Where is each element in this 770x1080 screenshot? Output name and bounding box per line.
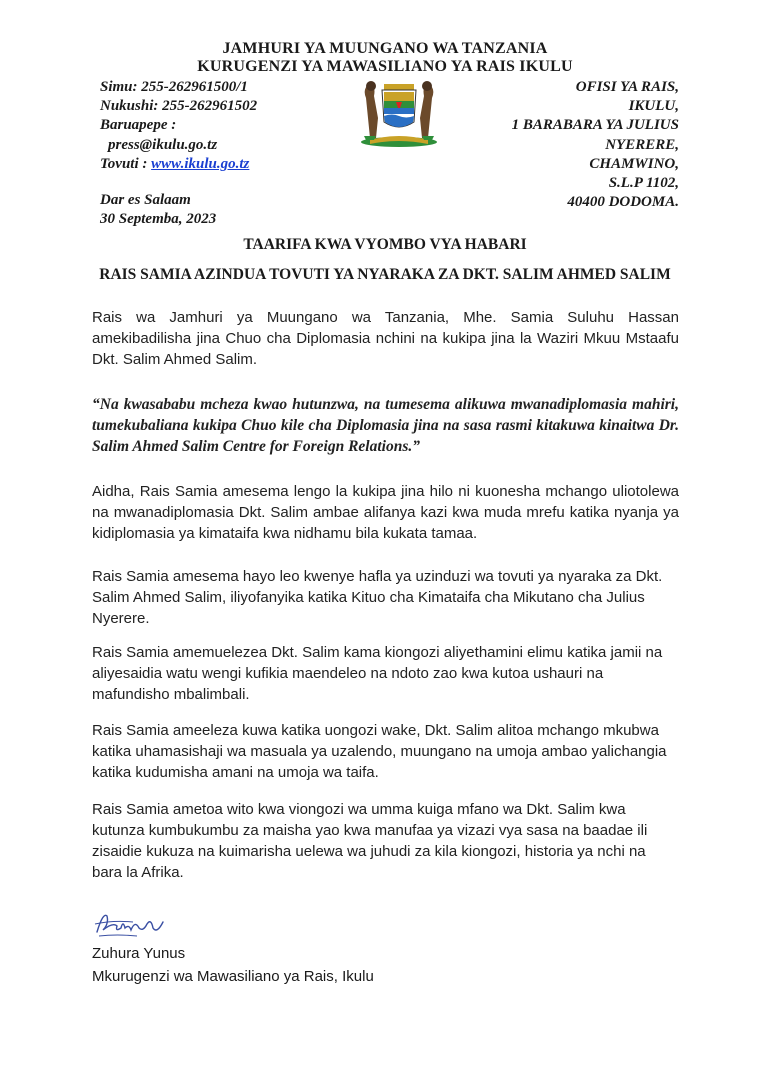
quote-paragraph: “Na kwasababu mcheza kwao hutunzwa, na tumesema alikuwa mwanadiplomasia mahiri, tumekubaliana kukipa Chuo kile cha Diplomasia jina na sasa rasmi kitakuwa kinaitwa Dr. Salim Ahmed Salim Centre for Foreign Relations.” <box>92 396 679 455</box>
address-block <box>512 78 679 212</box>
website-label: Tovuti : <box>100 155 148 172</box>
address-line-3: 1 BARABARA YA JULIUS <box>511 117 679 134</box>
release-heading: TAARIFA KWA VYOMBO VYA HABARI <box>243 236 527 253</box>
address-line-4: NYERERE, <box>605 136 679 153</box>
date: 30 Septemba, 2023 <box>100 211 217 227</box>
paragraph-4: Rais Samia amesema hayo leo kwenye hafla ya uzinduzi wa tovuti ya nyaraka za Dkt. Salim Ahmed Salim, iliyofanyika katika Kituo cha Kimataifa cha Mikutano cha Julius Nyerere. <box>92 568 663 627</box>
address-line-2: IKULU, <box>628 98 679 115</box>
fax-line: Nukushi: 255-262961502 <box>100 98 258 115</box>
signer-title: Mkurugenzi wa Mawasiliano ya Rais, Ikulu <box>92 968 374 985</box>
paragraph-7: Rais Samia ametoa wito kwa viongozi wa umma kuiga mfano wa Dkt. Salim kwa kutunza kumbukumbu za maisha yao kwa manufaa ya vizazi vya sasa na baadae ili zisaidie kukuza na kuimarisha uelewa wa juhudi za kila kiongozi, historia ya nchi na bara la Afrika. <box>92 801 648 881</box>
contact-block <box>100 78 257 174</box>
signature <box>93 906 167 942</box>
address-line-1: OFISI YA RAIS, <box>575 79 679 95</box>
header-directorate: KURUGENZI YA MAWASILIANO YA RAIS IKULU <box>197 58 573 75</box>
email-label: Baruapepe : <box>100 117 177 134</box>
website-line <box>100 155 257 174</box>
signer-name: Zuhura Yunus <box>92 945 186 962</box>
release-title: RAIS SAMIA AZINDUA TOVUTI YA NYARAKA ZA DKT. SALIM AHMED SALIM <box>99 266 671 283</box>
place: Dar es Salaam <box>100 192 191 208</box>
address-line-5: CHAMWINO, <box>589 155 679 172</box>
address-line-7: 40400 DODOMA. <box>567 194 679 211</box>
coat-of-arms-emblem <box>356 78 442 148</box>
place-date-block <box>100 191 216 229</box>
phone-line: Simu: 255-262961500/1 <box>100 79 248 95</box>
paragraph-6: Rais Samia ameeleza kuwa katika uongozi wake, Dkt. Salim alitoa mchango mkubwa katika uhamasishaji wa masuala ya uzalendo, muungano na umoja ambao yalichangia katika kudumisha amani na umoja wa taifa. <box>92 722 667 781</box>
address-line-6: S.L.P 1102, <box>608 175 679 192</box>
header-republic: JAMHURI YA MUUNGANO WA TANZANIA <box>222 40 548 57</box>
website-link[interactable]: www.ikulu.go.tz <box>151 155 250 172</box>
paragraph-5: Rais Samia amemuelezea Dkt. Salim kama kiongozi aliyethamini elimu katika jamii na aliyesaidia watu wengi kufikia maendeleo na ndoto zao kwa kutoa ushauri na mafundisho mbalimbali. <box>92 644 663 703</box>
email-value: press@ikulu.go.tz <box>108 136 218 153</box>
paragraph-3: Aidha, Rais Samia amesema lengo la kukipa jina hilo ni kuonesha mchango uliotolewa na mwanadiplomasia Dkt. Salim ambae alifanya kazi kwa muda mrefu katika nyanja ya kidiplomasia ya kimataifa kwa nidhamu bila kukata tamaa. <box>92 483 679 542</box>
paragraph-1: Rais wa Jamhuri ya Muungano wa Tanzania, Mhe. Samia Suluhu Hassan amekibadilisha jina Chuo cha Diplomasia nchini na kukipa jina la Waziri Mkuu Mstaafu Dkt. Salim Ahmed Salim. <box>92 309 679 368</box>
